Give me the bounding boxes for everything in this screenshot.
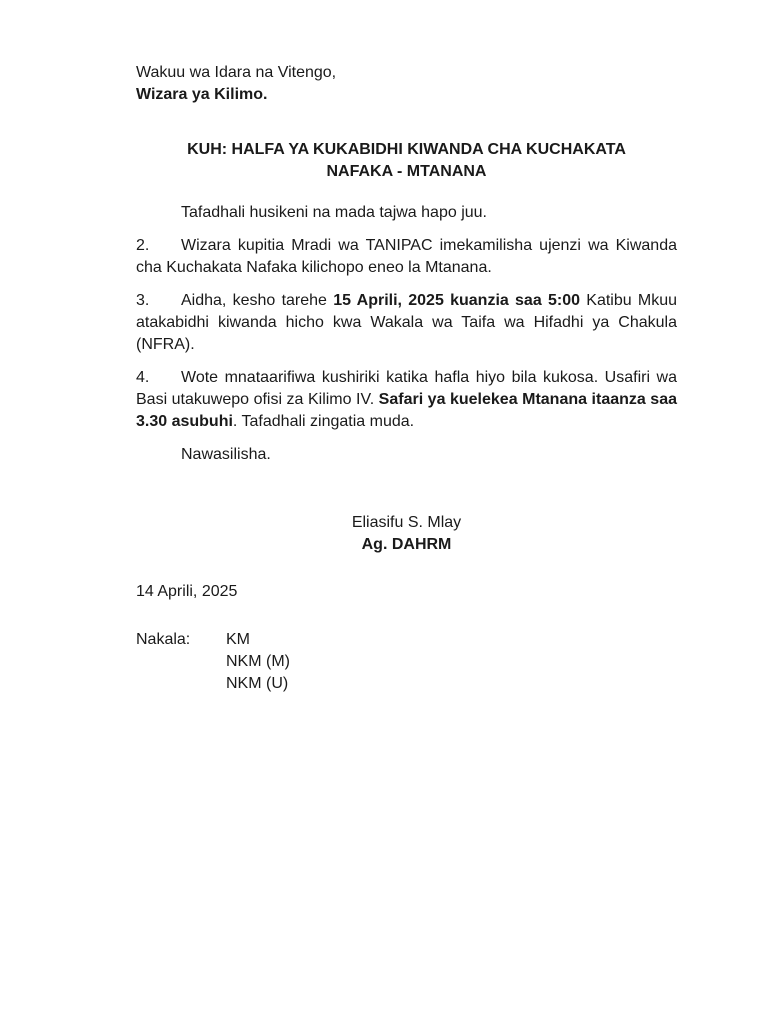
- paragraph-2: [136, 235, 677, 279]
- paragraph-number: 4.: [136, 369, 150, 386]
- paragraph-text: Katibu Mkuu atakabidhi kiwanda hicho kwa Wakala wa Taifa wa Hifadhi ya Chakula (NFRA).: [136, 292, 678, 353]
- copies-list: [226, 629, 677, 695]
- copies-label: Nakala:: [136, 631, 191, 648]
- paragraph-number: 2.: [136, 237, 150, 254]
- copies-block: [136, 629, 677, 695]
- copy-item: NKM (M): [226, 653, 290, 670]
- paragraph-4: [136, 367, 677, 433]
- subject-line-1: KUH: HALFA YA KUKABIDHI KIWANDA CHA KUCHAKATA: [187, 141, 626, 158]
- recipient-line: Wakuu wa Idara na Vitengo,: [136, 64, 337, 81]
- signatory-title: Ag. DAHRM: [361, 536, 452, 553]
- paragraph-text: Aidha, kesho tarehe: [181, 292, 334, 309]
- closing-line: Nawasilisha.: [181, 446, 271, 463]
- opening-paragraph: Tafadhali husikeni na mada tajwa hapo juu.: [181, 204, 487, 221]
- letter-date: 14 Aprili, 2025: [136, 583, 238, 600]
- paragraph-3: [136, 290, 677, 356]
- letter: [136, 62, 677, 695]
- subject-heading: [136, 139, 677, 183]
- paragraph-text: Wizara kupitia Mradi wa TANIPAC imekamilisha ujenzi wa Kiwanda cha Kuchakata Nafaka kilichopo eneo la Mtanana.: [136, 237, 677, 276]
- copy-item: NKM (U): [226, 675, 289, 692]
- paragraph-emphasis: 15 Aprili, 2025 kuanzia saa 5:00: [333, 292, 581, 309]
- signature-block: [136, 512, 677, 556]
- recipient-ministry: Wizara ya Kilimo.: [136, 86, 268, 103]
- paragraph-text: . Tafadhali zingatia muda.: [232, 413, 415, 430]
- paragraph-number: 3.: [136, 292, 150, 309]
- signatory-name: Eliasifu S. Mlay: [351, 514, 462, 531]
- subject-line-2: NAFAKA - MTANANA: [326, 163, 487, 180]
- paragraph-emphasis: Safari ya kuelekea Mtanana itaanza saa 3.30 asubuhi: [136, 391, 677, 430]
- paragraph-text: Wote mnataarifiwa kushiriki katika hafla hiyo bila kukosa. Usafiri wa Basi utakuwepo ofisi za Kilimo IV.: [136, 369, 677, 408]
- copy-item: KM: [226, 631, 250, 648]
- recipient-block: [136, 62, 677, 106]
